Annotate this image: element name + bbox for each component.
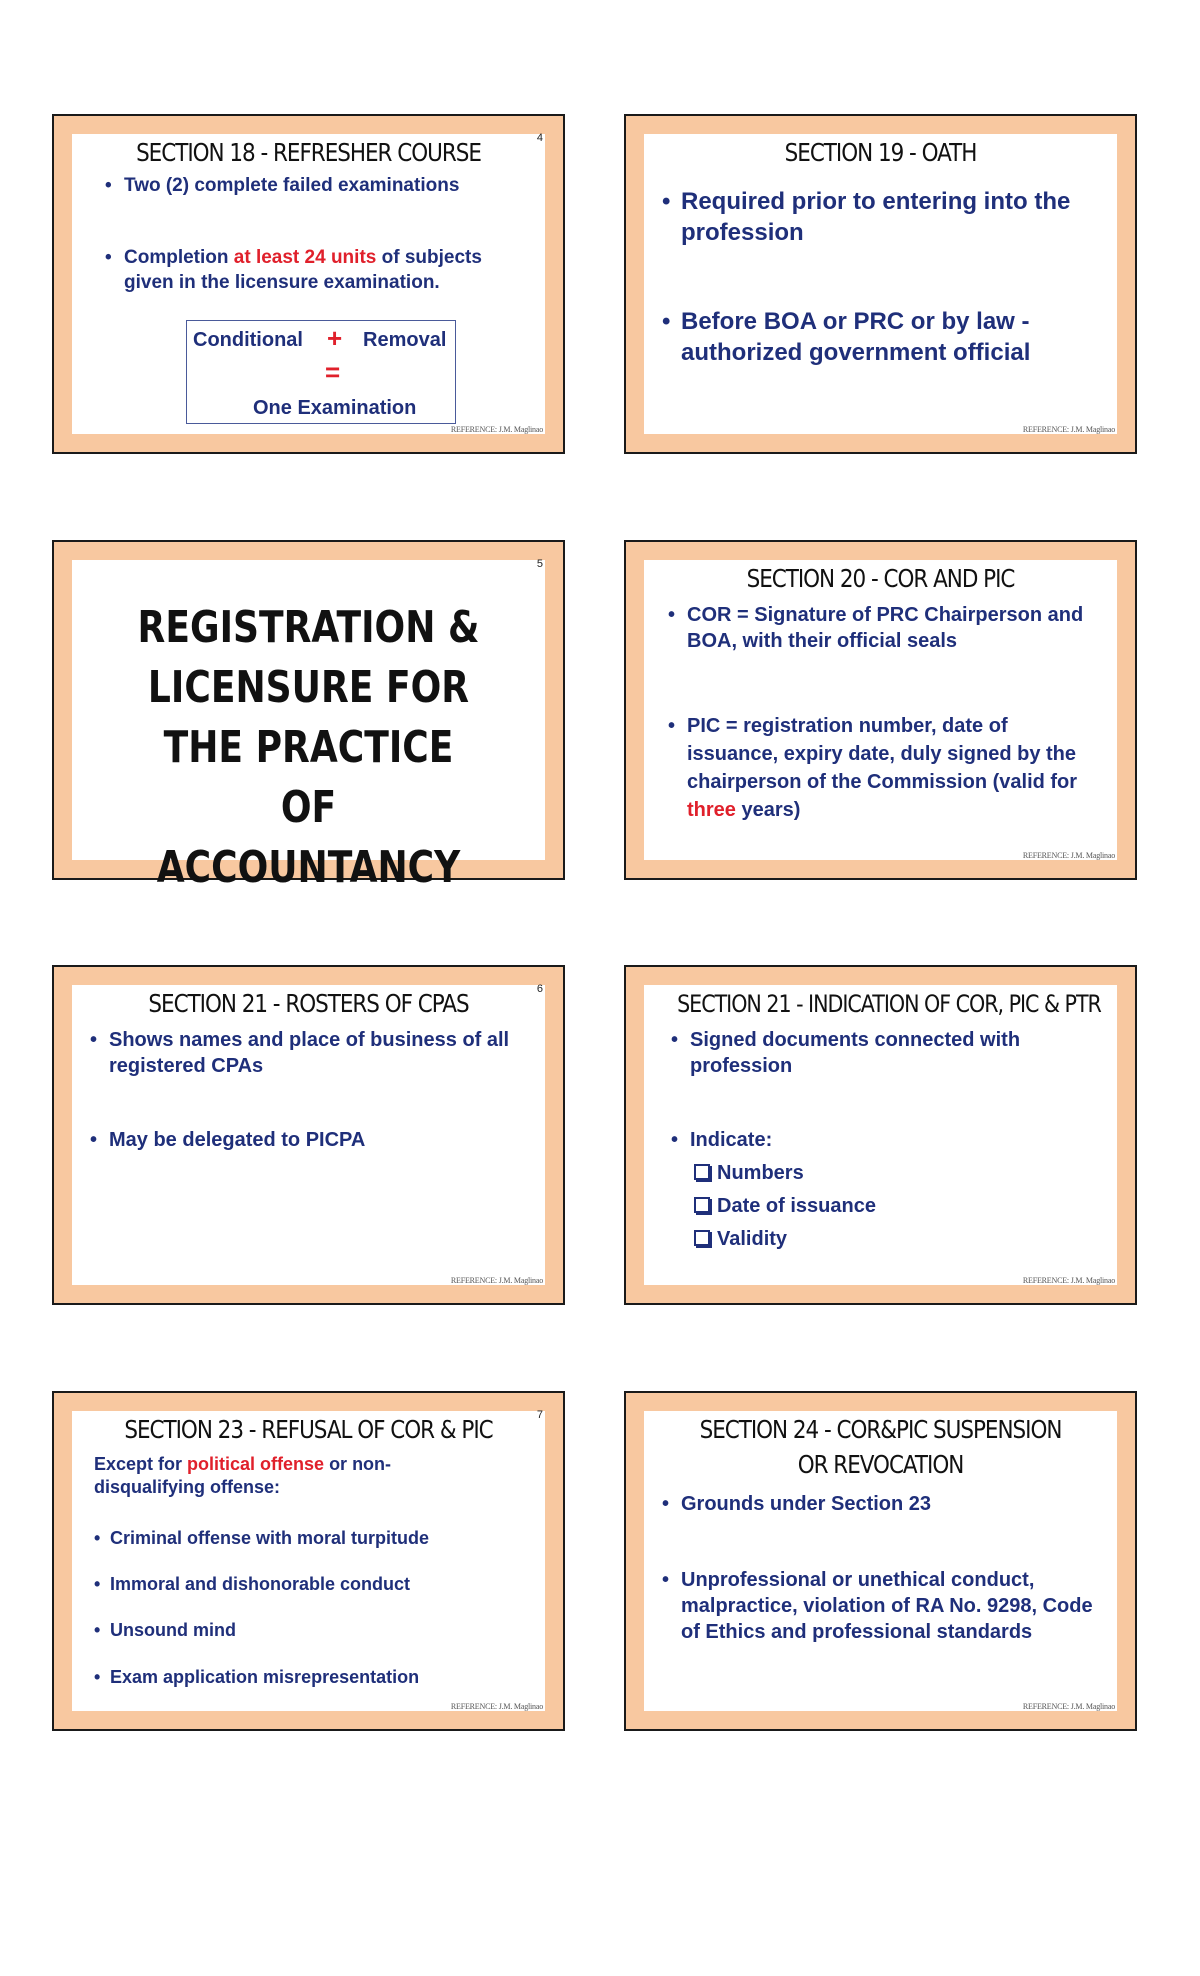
slide-content bbox=[72, 134, 545, 434]
bullet-item: • Indicate: bbox=[671, 1129, 773, 1151]
checkbox-icon bbox=[694, 1164, 710, 1180]
reference-note: REFERENCE: J.M. Maglinao bbox=[450, 425, 543, 434]
bullet-item: • Required prior to entering into the profession bbox=[662, 188, 1071, 247]
slide-section-18 bbox=[52, 114, 565, 454]
bullet-item: • Criminal offense with moral turpitude bbox=[94, 1528, 430, 1548]
bullet-item: • Immoral and dishonorable conduct bbox=[94, 1574, 411, 1594]
bullet-item: • Grounds under Section 23 bbox=[662, 1493, 932, 1515]
slide-registration-licensure bbox=[52, 540, 565, 893]
reference-note: REFERENCE: J.M. Maglinao bbox=[1022, 1276, 1115, 1285]
bullet-item: • PIC = registration number, date of issuance, expiry date, duly signed by the chairperson of the Commission (valid for three years) bbox=[668, 715, 1078, 821]
slide-section-21-indication bbox=[624, 965, 1137, 1305]
checklist-item: Validity bbox=[694, 1226, 787, 1252]
formula-conditional: Conditional bbox=[193, 329, 303, 351]
checkbox-icon bbox=[694, 1230, 710, 1246]
slide-title: SECTION 23 - REFUSAL OF COR & PIC bbox=[124, 1415, 493, 1444]
slide-section-21-rosters bbox=[52, 965, 565, 1305]
slide-content bbox=[72, 985, 545, 1285]
slide-content bbox=[644, 134, 1117, 434]
slide-number: 5 bbox=[536, 558, 543, 570]
checklist-item: Date of issuance bbox=[694, 1193, 876, 1219]
slide-section-23 bbox=[52, 1391, 565, 1731]
slide-title: SECTION 20 - COR AND PIC bbox=[746, 564, 1015, 593]
slide-title-line-2: OR REVOCATION bbox=[797, 1450, 964, 1479]
slide-content bbox=[72, 558, 545, 893]
slide-content bbox=[644, 1411, 1117, 1711]
equals-sign: = bbox=[325, 357, 341, 387]
reference-note: REFERENCE: J.M. Maglinao bbox=[1022, 1702, 1115, 1711]
slide-title: SECTION 24 - COR&PIC SUSPENSION bbox=[699, 1415, 1062, 1444]
bullet-item: • Exam application misrepresentation bbox=[94, 1667, 420, 1687]
formula-box bbox=[186, 320, 456, 424]
bullet-item: • Unsound mind bbox=[94, 1620, 236, 1640]
plus-sign: + bbox=[327, 323, 343, 353]
formula-result: One Examination bbox=[253, 397, 417, 419]
slide-title: SECTION 19 - OATH bbox=[784, 138, 977, 167]
slide-title: SECTION 21 - INDICATION OF COR, PIC & PTR bbox=[677, 990, 1101, 1018]
reference-note: REFERENCE: J.M. Maglinao bbox=[450, 1702, 543, 1711]
bullet-item: • Signed documents connected with profession bbox=[671, 1029, 1021, 1077]
slide-section-19 bbox=[624, 114, 1137, 454]
section-title: REGISTRATION & LICENSURE FOR THE PRACTICE OF ACCOUNTANCY bbox=[137, 602, 480, 893]
bullet-item: • COR = Signature of PRC Chairperson and BOA, with their official seals bbox=[668, 604, 1084, 652]
formula-removal: Removal bbox=[363, 329, 447, 351]
slide-title: SECTION 21 - ROSTERS OF CPAS bbox=[148, 989, 469, 1018]
reference-note: REFERENCE: J.M. Maglinao bbox=[1022, 851, 1115, 860]
reference-note: REFERENCE: J.M. Maglinao bbox=[450, 1276, 543, 1285]
bullet-item: • Unprofessional or unethical conduct, malpractice, violation of RA No. 9298, Code of Ethics and professional standards bbox=[662, 1569, 1093, 1643]
bullet-item: • Before BOA or PRC or by law - authorized government official bbox=[662, 308, 1031, 367]
bullet-item: • May be delegated to PICPA bbox=[90, 1129, 366, 1151]
slide-content bbox=[644, 985, 1117, 1285]
slide-number: 4 bbox=[536, 132, 543, 144]
slide-content bbox=[72, 1411, 545, 1711]
slide-section-20 bbox=[624, 540, 1137, 880]
bullet-item: • Completion at least 24 units of subjects given in the licensure examination. bbox=[105, 247, 482, 293]
slide-section-24 bbox=[624, 1391, 1137, 1731]
checklist-item: Numbers bbox=[694, 1160, 804, 1186]
slide-number: 7 bbox=[536, 1409, 543, 1421]
reference-note: REFERENCE: J.M. Maglinao bbox=[1022, 425, 1115, 434]
slide-content bbox=[644, 560, 1117, 860]
bullet-item: • Shows names and place of business of all registered CPAs bbox=[90, 1029, 510, 1077]
checkbox-icon bbox=[694, 1197, 710, 1213]
bullet-item: • Two (2) complete failed examinations bbox=[105, 175, 460, 196]
intro-text: Except for political offense or non-disqualifying offense: bbox=[94, 1454, 392, 1498]
slide-number: 6 bbox=[536, 983, 543, 995]
slide-title: SECTION 18 - REFRESHER COURSE bbox=[136, 138, 481, 167]
